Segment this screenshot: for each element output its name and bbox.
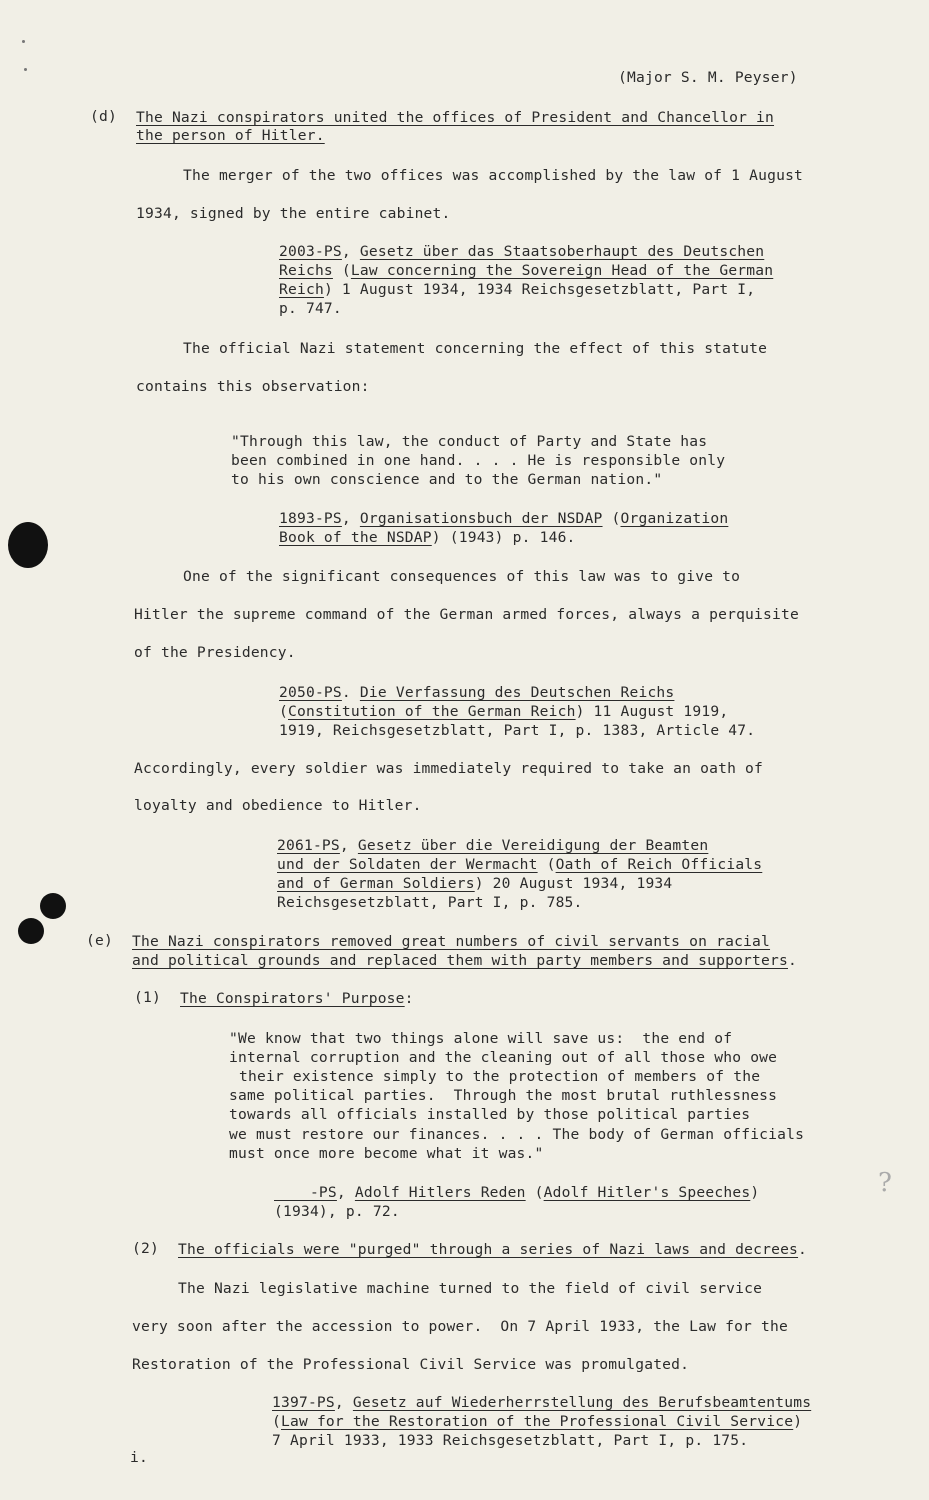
citation-title: Gesetz auf Wiederherrstellung des Berufsbeamtentums — [352, 1394, 812, 1411]
paragraph: The merger of the two offices was accomplished by the law of 1 August — [183, 167, 804, 184]
citation-1893-ps — [279, 528, 576, 547]
block-quote: we must restore our finances. . . . The body of German officials — [229, 1126, 805, 1143]
citation-translation: Law concerning the Sovereign Head of the German — [350, 262, 774, 279]
separator: , — [339, 837, 358, 854]
paren: ( — [525, 1184, 544, 1201]
block-quote: internal corruption and the cleaning out of all those who owe — [229, 1049, 778, 1066]
citation-1893-ps — [279, 509, 728, 528]
citation-2003-ps — [279, 280, 755, 299]
paragraph: loyalty and obedience to Hitler. — [134, 797, 422, 814]
block-quote: towards all officials installed by those political parties — [229, 1106, 751, 1123]
citation-2061-ps — [277, 855, 762, 874]
paragraph: Restoration of the Professional Civil Service was promulgated. — [132, 1356, 690, 1373]
citation-title: Gesetz über die Vereidigung der Beamten — [357, 837, 709, 854]
paragraph: The Nazi legislative machine turned to the field of civil service — [178, 1280, 763, 1297]
section-d-label: (d) — [90, 108, 117, 125]
doc-number: 2003-PS — [279, 243, 342, 260]
paragraph: Accordingly, every soldier was immediately required to take an oath of — [134, 760, 764, 777]
colon: : — [404, 990, 414, 1007]
citation-1397-ps: 7 April 1933, 1933 Reichsgesetzblatt, Part I, p. 175. — [272, 1432, 749, 1449]
punch-hole — [8, 522, 48, 568]
attribution: (Major S. M. Peyser) — [618, 69, 798, 86]
paren: ( — [279, 703, 288, 720]
block-quote: to his own conscience and to the German nation." — [231, 471, 663, 488]
section-d-heading: the person of Hitler. — [136, 127, 325, 144]
section-e-heading — [132, 951, 797, 970]
paren: ) — [793, 1413, 803, 1430]
separator: , — [334, 1394, 353, 1411]
subsection-2-label: (2) — [132, 1240, 159, 1257]
heading-text: The Conspirators' Purpose — [180, 990, 405, 1007]
subsection-1-heading — [180, 989, 414, 1008]
punch-hole — [40, 893, 66, 919]
citation-source: ) (1943) p. 146. — [431, 529, 576, 546]
section-e-label: (e) — [86, 932, 113, 949]
citation-title: Reichs — [279, 262, 333, 279]
citation-2050-ps: 1919, Reichsgesetzblatt, Part I, p. 1383, Article 47. — [279, 722, 756, 739]
separator: , — [341, 243, 360, 260]
citation-title: Gesetz über das Staatsoberhaupt des Deutschen — [359, 243, 765, 260]
citation-title: und der Soldaten der Wermacht — [277, 856, 538, 873]
doc-number: 2061-PS — [277, 837, 340, 854]
block-quote: "We know that two things alone will save us: the end of — [229, 1030, 733, 1047]
citation-translation: Constitution of the German Reich — [288, 703, 576, 720]
block-quote: their existence simply to the protection of members of the — [239, 1068, 761, 1085]
citation-2050-ps — [279, 702, 728, 721]
citation-title: Adolf Hitlers Reden — [354, 1184, 526, 1201]
separator: , — [341, 510, 360, 527]
paragraph: One of the significant consequences of this law was to give to — [183, 568, 741, 585]
doc-number: 1397-PS — [272, 1394, 335, 1411]
paren: ( — [602, 510, 621, 527]
doc-number: -PS — [274, 1184, 337, 1201]
citation-2003-ps — [279, 242, 764, 261]
margin-question-mark: ? — [878, 1168, 892, 1198]
paren: ( — [332, 262, 351, 279]
separator: . — [341, 684, 360, 701]
citation-translation: Reich — [279, 281, 324, 298]
page-number: i. — [130, 1449, 148, 1466]
heading-text: and political grounds and replaced them with party members and supporters — [132, 952, 788, 969]
subsection-2-heading — [178, 1240, 807, 1259]
citation-source: ) 1 August 1934, 1934 Reichsgesetzblatt, Part I, — [323, 281, 756, 298]
paren: ) — [750, 1184, 760, 1201]
speck — [24, 68, 27, 71]
block-quote: "Through this law, the conduct of Party and State has — [231, 433, 708, 450]
citation-hitler-speeches — [274, 1183, 759, 1202]
citation-title: Organisationsbuch der NSDAP — [359, 510, 603, 527]
citation-translation: Law for the Restoration of the Professional Civil Service — [281, 1413, 794, 1430]
paren: ( — [537, 856, 556, 873]
paragraph: contains this observation: — [136, 378, 370, 395]
citation-2061-ps — [277, 836, 708, 855]
paragraph: Hitler the supreme command of the German armed forces, always a perquisite — [134, 606, 799, 623]
block-quote: same political parties. Through the most brutal ruthlessness — [229, 1087, 778, 1104]
block-quote: must once more become what it was." — [229, 1145, 544, 1162]
punch-hole — [18, 918, 44, 944]
subsection-1-label: (1) — [134, 989, 161, 1006]
citation-2061-ps: Reichsgesetzblatt, Part I, p. 785. — [277, 894, 583, 911]
speck — [22, 40, 25, 43]
separator: , — [336, 1184, 355, 1201]
period: . — [788, 952, 797, 969]
citation-2003-ps — [279, 261, 773, 280]
paragraph: of the Presidency. — [134, 644, 296, 661]
block-quote: been combined in one hand. . . . He is responsible only — [231, 452, 726, 469]
citation-hitler-speeches: (1934), p. 72. — [274, 1203, 400, 1220]
section-d-heading: The Nazi conspirators united the offices of President and Chancellor in — [136, 109, 775, 126]
doc-number: 2050-PS — [279, 684, 342, 701]
citation-title: Die Verfassung des Deutschen Reichs — [359, 684, 675, 701]
citation-translation: Book of the NSDAP — [279, 529, 432, 546]
paragraph: 1934, signed by the entire cabinet. — [136, 205, 451, 222]
citation-2003-ps: p. 747. — [279, 300, 342, 317]
period: . — [798, 1241, 808, 1258]
citation-2061-ps — [277, 874, 672, 893]
citation-source: ) 20 August 1934, 1934 — [474, 875, 673, 892]
section-e-heading: The Nazi conspirators removed great numbers of civil servants on racial — [132, 933, 771, 950]
paragraph: The official Nazi statement concerning the effect of this statute — [183, 340, 768, 357]
citation-translation: Organization — [620, 510, 729, 527]
heading-text: The officials were "purged" through a series of Nazi laws and decrees — [178, 1241, 799, 1258]
citation-translation: and of German Soldiers — [277, 875, 475, 892]
paragraph: very soon after the accession to power. On 7 April 1933, the Law for the — [132, 1318, 788, 1335]
citation-translation: Oath of Reich Officials — [555, 856, 763, 873]
paren: ( — [272, 1413, 281, 1430]
doc-number: 1893-PS — [279, 510, 342, 527]
citation-source: ) 11 August 1919, — [575, 703, 729, 720]
citation-translation: Adolf Hitler's Speeches — [543, 1184, 751, 1201]
citation-2050-ps — [279, 683, 674, 702]
citation-1397-ps — [272, 1393, 811, 1412]
citation-1397-ps — [272, 1412, 802, 1431]
